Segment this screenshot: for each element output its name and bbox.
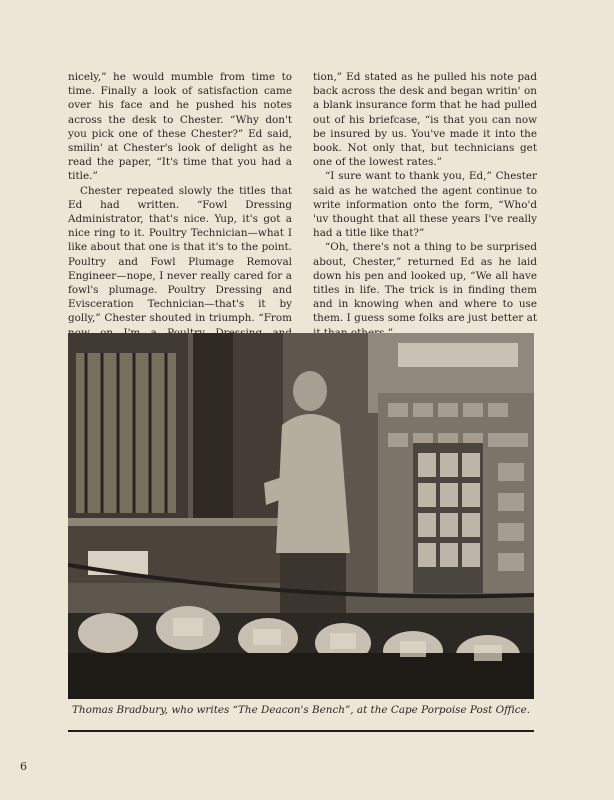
left-text-column: [68, 70, 292, 368]
paragraph: nicely,” he would mumble from time to time. Finally a look of satisfaction came over his face and he pushed his notes across the desk to Chester. “Why don't you pick one of these Chester?” Ed said, smilin' at Chester's look of delight as he read the paper, “It's time that you had a title.”: [68, 71, 292, 183]
post-office-photograph: [68, 333, 534, 699]
photo-caption: Thomas Bradbury, who writes “The Deacon's Bench”, at the Cape Porpoise Post Office.: [71, 704, 531, 716]
paragraph: “Oh, there's not a thing to be surprised about, Chester,” returned Ed as he laid down his pen and looked up, “We all have titles in life. The trick is in finding them and in knowing when and where to use them. I guess some folks are just better at: [313, 241, 537, 325]
paragraph: “I sure want to thank you, Ed,” Chester said as he watched the agent continue to write information onto the form, “Who'd 'uv thought that all these years I've really had a title like that?”: [313, 170, 537, 240]
paragraph: tion,” Ed stated as he pulled his note pad back across the desk and began writin' on a blank insurance form that he had pulled out of his briefcase, “is that you can now be insured by us. You've made it into the book. Not only that, but technicians get one of the lowest rates.”: [313, 71, 537, 169]
divider-rule: [68, 730, 534, 732]
paragraph: Chester repeated slowly the titles that Ed had written. “Fowl Dressing Administrator, that's nice. Yup, it's got a nice ring to it. Poultry Technician—what I like about that one is that it's to the point. Poultry and Fowl Plumage Removal Engineer—nope, I never really cared for a fowl's plumage. Poultry Dressing and Evisceration Technician—that's it by golly,” Chester shouted in triumph. “From: [68, 184, 292, 325]
right-text-column: [313, 70, 537, 340]
page-number: 6: [20, 760, 27, 773]
photo-illustration: [68, 333, 534, 699]
